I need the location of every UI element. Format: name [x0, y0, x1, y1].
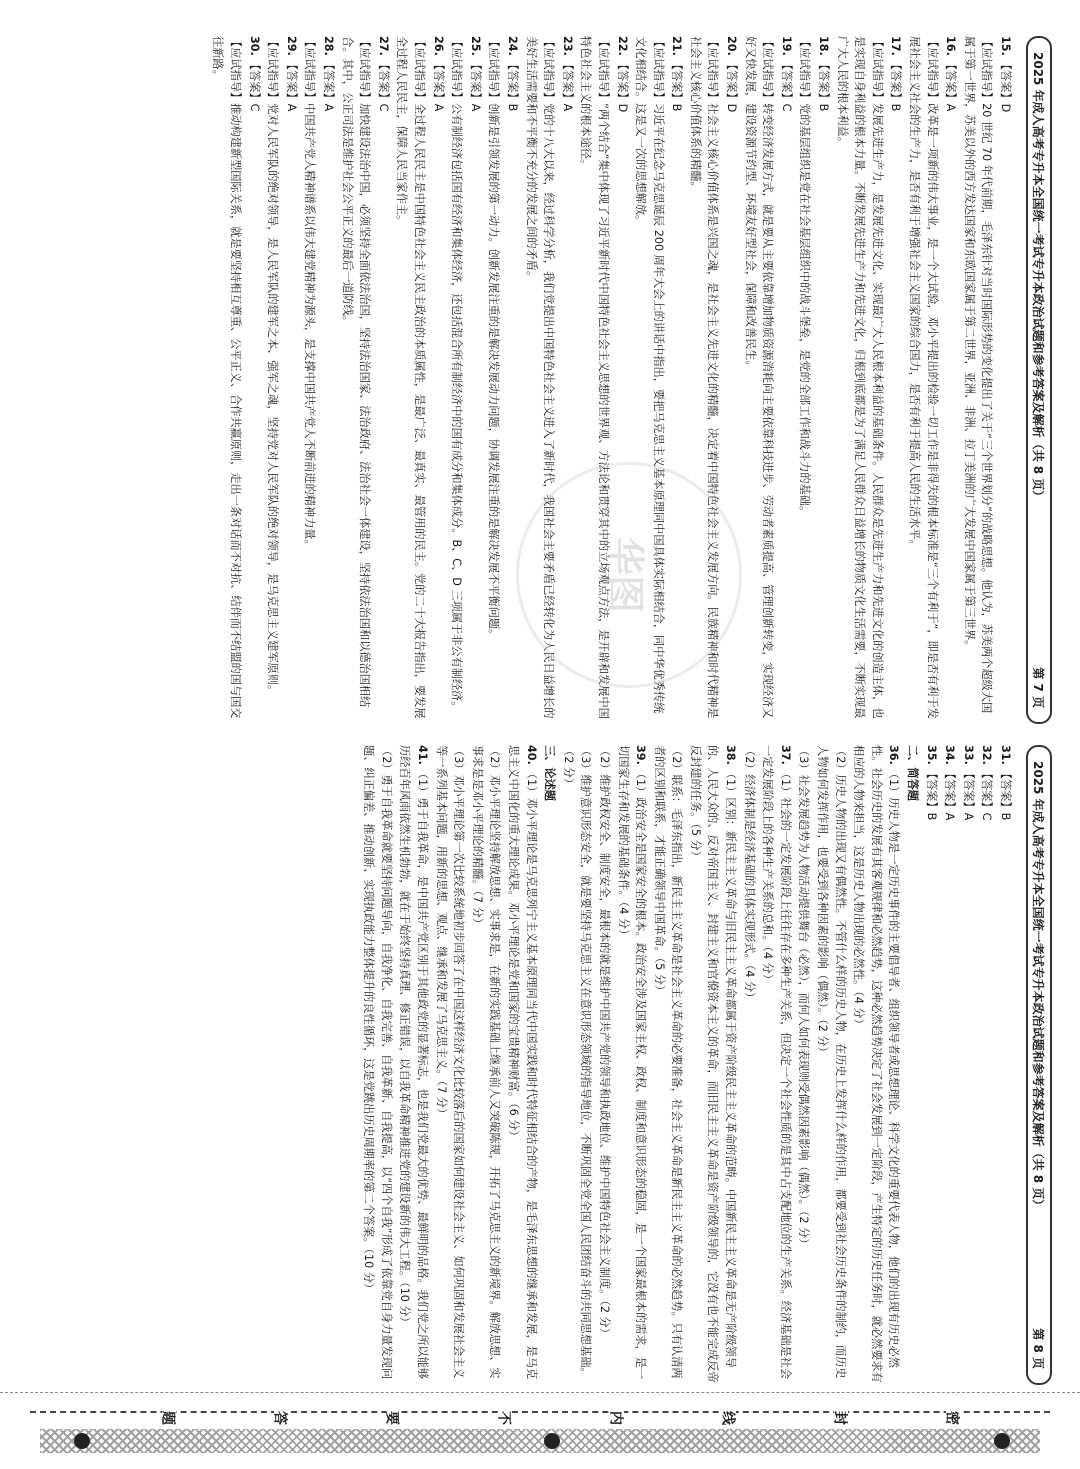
answer-list — [42, 745, 1014, 1385]
answer-item — [942, 36, 960, 724]
question-number: 38. — [724, 745, 738, 765]
answer-item — [485, 36, 503, 724]
question-number: 18. — [817, 36, 831, 56]
answer-text: 【应试指导】公有制经济包括国有经济和集体经济，还包括混合所有制经济中的国有成分和集体成分。B、C、D 三项属于非公有制经济。 — [450, 36, 464, 713]
question-number: 32. — [980, 745, 994, 765]
answer-page-7 — [42, 36, 1052, 724]
answer-item — [374, 36, 392, 724]
answer-item — [614, 745, 649, 1385]
seal-character: 题 — [162, 1397, 176, 1427]
answer-item — [850, 745, 903, 1385]
answer-item — [905, 36, 940, 724]
answer-item — [996, 745, 1014, 1385]
footer-title: 2025 年成人高考专升本全国统一考试专升本政治试题和参考答案及解析（共 8 页） — [1031, 761, 1046, 1212]
answer-item — [959, 745, 977, 1385]
answer-text: （2）历史人物的出现又有偶然性。不管什么样的历史人物，在历史上发挥什么样的作用，都要受到社会历史条件的制约，而历史人物如何发挥作用，也要受到各种因素的影响（偶然）。（2 分） — [816, 745, 847, 1379]
answer-item — [740, 745, 758, 1385]
answer-item — [795, 745, 813, 1385]
answer-text: 【应试指导】加快建设法治中国，必须坚持全面依法治国，坚持法治国家、法治政府、法治社会一体建设，坚持依法治国和以德治国相结合。其中，公正司法是维护社会公平正义的最后一道防线。 — [340, 36, 372, 708]
question-number: 34. — [943, 745, 957, 765]
answer-text: 【应试指导】20 世纪 70 年代前期，毛泽东针对当时国际形势的变化提出了关于“三个世界划分”的战略思想。他认为，苏美两个超级大国属于第一世界，苏美以外的西方发达国家和东欧国家属于第二世界，亚洲、非洲、拉丁美洲的广大发展中国家属于第三世界。 — [962, 36, 994, 714]
answer-item — [504, 745, 539, 1385]
answer-text: 【应试指导】发展先进生产力，是发展先进文化、实现最广大人民根本利益的基础条件。人民群众是先进生产力和先进文化的创造主体，也是实现自身利益的根本力量。不断发展先进生产力和先进文化，归根到底都是为了满足人民群众日益增长的物质文化生活需要，不断实现最广大人民的根本利益。 — [835, 36, 884, 719]
answer-item — [319, 36, 337, 724]
answer-text: （3）邓小平理论第一次比较系统地初步回答了在中国这样经济文化比较落后的国家如何建设社会主义、如何巩固和发展社会主义等一系列基本问题，用新的思想、观点、继承和发展了马克思主义。（7 分） — [434, 745, 466, 1379]
answer-text: （2）邓小平理论坚持解放思想、实事求是，在新的实践基础上继承前人又突破陈规，开拓了马克思主义的新境界。解放思想、实事求是是邓小平理论的精髓。（7 分） — [470, 745, 502, 1379]
answer-item — [960, 36, 995, 724]
answer-text: 【答案】A — [961, 767, 975, 821]
answer-text: 【答案】D — [725, 58, 739, 113]
answer-text: 【答案】A — [943, 767, 957, 821]
question-number: 30. — [247, 36, 261, 56]
seal-character: 要 — [386, 1397, 400, 1427]
answer-item — [759, 745, 794, 1385]
question-number: 35. — [924, 745, 938, 765]
footer-page-number: 第 8 页 — [1031, 1328, 1046, 1369]
section-heading — [903, 745, 921, 1385]
answer-text: 【应试指导】党对人民军队的绝对领导，是人民军队的建军之本、强军之魂，坚持党对人民军队的绝对领导，是马克思主义建军原则。 — [266, 36, 280, 697]
answer-text: （3）维护意识形态安全，就是要坚持马克思主义在意识形态领域的指导地位，不断巩固全党全国人民团结奋斗的共同思想基础。（2 分） — [561, 745, 593, 1379]
answer-item — [559, 745, 594, 1385]
answer-text: 【应试指导】习近平在纪念马克思诞辰 200 周年大会上的讲话中指出，要把马克思主义基本原理同中国具体实际相结合，同中华优秀传统文化相结合。这是又一次的思想解放。 — [634, 36, 665, 714]
section-heading — [541, 745, 559, 1385]
question-number: 20. — [725, 36, 739, 56]
answer-text: 【答案】C — [779, 58, 793, 112]
binding-hole — [74, 1433, 90, 1449]
answer-text: 【答案】D — [999, 58, 1012, 113]
answer-item — [777, 36, 795, 724]
answer-text: 【应试指导】全过程人民民主是中国特色社会主义民主政治的本质属性，是最广泛、最真实、最管用的民主。党的二十大报告指出，要发展全过程人民民主，保障人民当家作主。 — [395, 36, 426, 719]
answer-text: （1）社会的一定发展阶段上往往存在多种生产关系，但决定一个社会性质的是其中占支配地位的生产关系。经济基础是社会一定发展阶段上的各种生产关系的总和。（4 分） — [761, 745, 792, 1380]
answer-text: 【答案】C — [247, 58, 261, 112]
answer-text: 【应试指导】改革是一项新的伟大事业，是一个大试验，邓小平提出的检验一切工作是非得失的根本标准是“三个有利于”，即是否有利于发展社会主义社会的生产力，是否有利于增强社会主义国家的综合国力，是否有利于提高人民的生活水平。 — [908, 36, 939, 719]
answer-item — [996, 36, 1014, 724]
answer-text: 二、简答题 — [906, 745, 920, 801]
question-number: 24. — [505, 36, 519, 56]
answer-text: （1）政治安全是国家安全的根本。政治安全涉及国家主权、政权、制度和意识形态的稳固，是一个国家最根本的需求，是一切国家生存和发展的基础条件。（4 分） — [616, 745, 648, 1380]
answer-text: 【答案】D — [615, 58, 629, 113]
watermark-stamp: 华图 — [516, 462, 742, 688]
answer-text: （2）维护政权安全、制度安全，最根本的就是维护中国共产党的领导和执政地位、维护中国特色社会主义制度。（2 分） — [597, 745, 611, 1339]
answer-text: （1）历史人物是一定历史事件的主要倡导者、组织领导者或思想理论、科学文化的重要代表人物，他们的出现有历史必然性。社会历史的发展有其客观规律和必然趋势，这种必然趋势决定了社会发展到一定阶段，产生特定的历史任务时，就必然要求有相应的人物来担当，这是历史人物出现的必然性。（4 分） — [852, 745, 901, 1383]
footer-page-number: 第 7 页 — [1031, 667, 1046, 708]
question-number: 21. — [670, 36, 684, 56]
answer-item — [686, 745, 739, 1385]
answer-item — [393, 36, 428, 724]
answer-item — [429, 36, 447, 724]
answer-item — [887, 36, 905, 724]
binding-hole — [544, 1433, 560, 1449]
answer-text: （3）社会发展趋势为人物活动提供舞台（必然），而何人如何表现则受偶然因素影响（偶然）。（2 分） — [797, 745, 811, 1250]
question-number: 40. — [524, 745, 538, 765]
answer-text: （1）勇于自我革命，是中国共产党区别于其他政党的显著标志，也是我们党最大的优势、最鲜明的品格。我们党之所以能够历经百年风雨依然生机勃勃，就在于始终坚持真理、修正错误，以自我革命精神推进党的建设新的伟大工程。（10 分） — [398, 745, 429, 1380]
answer-item — [468, 745, 503, 1385]
answer-page-8 — [42, 745, 1052, 1385]
answer-item — [814, 36, 832, 724]
question-number: 19. — [779, 36, 793, 56]
answer-text: 【应试指导】转变经济发展方式，就是要从主要依靠增加物质资源消耗向主要依靠科技进步、劳动者素质提高、管理创新转变，实现经济又好又快发展，建设资源节约型、环境友好型社会，保障和改善民生。 — [743, 36, 775, 719]
answer-item — [264, 36, 282, 724]
answer-text: 【答案】A — [944, 58, 958, 112]
seal-character: 密 — [946, 1397, 960, 1427]
answer-item — [650, 745, 685, 1385]
answer-item — [922, 745, 940, 1385]
answer-text: （1）区别：新民主主义革命与旧民主主义革命都属于资产阶级民主主义革命的范畴。中国新民主主义革命是无产阶级领导的、人民大众的、反对帝国主义、封建主义和官僚资本主义的革命，而旧民主主义革命是资产阶级领导的，它没有也不能完成反帝反封建的任务。（5 分） — [688, 745, 738, 1383]
footer-title: 2025 年成人高考专升本全国统一考试专升本政治试题和参考答案及解析（共 8 页） — [1031, 52, 1046, 503]
answer-item — [503, 36, 521, 724]
answer-item — [338, 36, 373, 724]
answer-text: 【答案】B — [924, 767, 938, 821]
question-number: 36. — [887, 745, 901, 765]
answer-item — [209, 36, 244, 724]
answer-text: 【答案】B — [889, 58, 903, 112]
answer-item — [941, 745, 959, 1385]
answer-text: 三、论述题 — [543, 745, 557, 801]
seal-character: 封 — [834, 1397, 848, 1427]
answer-text: 【答案】A — [284, 58, 298, 112]
question-number: 16. — [944, 36, 958, 56]
seal-character: 内 — [610, 1397, 624, 1427]
answer-text: （2）经济体制是经济基础的具体实现形式。（4 分） — [742, 745, 756, 1004]
question-number: 23. — [560, 36, 574, 56]
answer-item — [396, 745, 431, 1385]
answer-item — [360, 745, 395, 1385]
answer-item — [466, 36, 484, 724]
seal-character: 线 — [722, 1397, 736, 1427]
question-number: 25. — [468, 36, 482, 56]
seal-character: 答 — [274, 1397, 288, 1427]
answer-text: 【答案】C — [376, 58, 390, 112]
answer-item — [741, 36, 776, 724]
answer-item — [245, 36, 263, 724]
answer-text: （2）联系：毛泽东指出，新民主主义革命是社会主义革命的必要准备，社会主义革命是新民主主义革命的必然趋势。只有认清两者的区别和联系，才能正确领导中国革命。（5 分） — [652, 745, 684, 1379]
answer-item — [978, 745, 996, 1385]
answer-text: 【应试指导】创新是引领发展的第一动力。创新发展注重的是解决发展动力问题，协调发展注重的是解决发展不平衡问题。 — [487, 36, 501, 641]
seal-line — [30, 1411, 1050, 1413]
answer-item — [796, 36, 814, 724]
answer-item — [301, 36, 319, 724]
answer-item — [282, 36, 300, 724]
answer-text: 【答案】B — [999, 767, 1012, 821]
answer-text: 【答案】B — [505, 58, 519, 112]
question-number: 31. — [999, 745, 1012, 765]
question-number: 29. — [284, 36, 298, 56]
answer-text: 【应试指导】党的基层组织是党在社会基层组织中的战斗堡垒，是党的全部工作和战斗力的基础。 — [798, 36, 812, 518]
answer-text: 【答案】A — [431, 58, 445, 112]
answer-text: 【应试指导】“两个结合”集中体现了习近平新时代中国特色社会主义思想的世界观、方法论和贯穿其中的立场观点方法，是开辟和发展中国特色社会主义的根本途径。 — [579, 36, 610, 719]
answer-item — [833, 36, 886, 724]
page-footer — [1026, 745, 1052, 1385]
answer-text: 【答案】C — [980, 767, 994, 821]
binding-hole — [994, 1433, 1010, 1449]
question-number: 26. — [431, 36, 445, 56]
binding-pattern — [40, 1429, 1040, 1453]
answer-text: （2）勇于自我革命就要坚持问题导向，自我净化、自我完善、自我革新、自我提高，以“四个自我”形成了依靠党自身力量发现问题、纠正偏差、推动创新、实现执政能力整体提升的良性循环，这是党跳出历史周期率的第二个答案。（10 分） — [362, 745, 393, 1380]
seal-character: 不 — [498, 1397, 512, 1427]
question-number: 28. — [322, 36, 336, 56]
answer-text: 【答案】A — [560, 58, 574, 112]
question-number: 39. — [634, 745, 648, 765]
question-number: 27. — [376, 36, 390, 56]
answer-text: （1）邓小平理论是马克思列宁主义基本原理同当代中国实践和时代特征相结合的产物，是毛泽东思想的继承和发展，是马克思主义中国化的重大理论成果。邓小平理论是党和国家的宝贵精神财富。（6 分） — [506, 745, 538, 1380]
answer-text: 【应试指导】推动构建新型国际关系，就是要坚持相互尊重、公平正义、合作共赢原则，走出一条对话而不对抗、结伴而不结盟的国与国交往新路。 — [211, 36, 243, 719]
answer-text: 【答案】A — [468, 58, 482, 112]
answer-text: 【应试指导】党的十八大以来，经过科学分析，我们党提出中国特色社会主义进入了新时代，我国社会主要矛盾已经转化为人民日益增长的美好生活需要和不平衡不充分的发展之间的矛盾。 — [524, 36, 556, 719]
answer-text: 【答案】B — [817, 58, 831, 112]
answer-item — [432, 745, 467, 1385]
answer-text: 【答案】A — [322, 58, 336, 112]
question-number: 17. — [889, 36, 903, 56]
answer-text: 【应试指导】社会主义核心价值体系是兴国之魂，是社会主义先进文化的精髓，决定着中国特色社会主义发展方向。民族精神和时代精神是社会主义核心价值体系的精髓。 — [688, 36, 720, 719]
binding-strip — [0, 1392, 1080, 1469]
question-number: 15. — [999, 36, 1012, 56]
answer-item — [813, 745, 848, 1385]
question-number: 22. — [615, 36, 629, 56]
answer-text: 【答案】B — [670, 58, 684, 112]
answer-text: 【应试指导】中国共产党人精神谱系以伟大建党精神为源头，是支撑中国共产党人不断前进的精神力量。 — [303, 36, 317, 551]
page-footer — [1026, 36, 1052, 724]
question-number: 41. — [416, 745, 429, 765]
answer-item — [448, 36, 466, 724]
question-number: 37. — [778, 745, 792, 765]
question-number: 33. — [961, 745, 975, 765]
answer-item — [595, 745, 613, 1385]
